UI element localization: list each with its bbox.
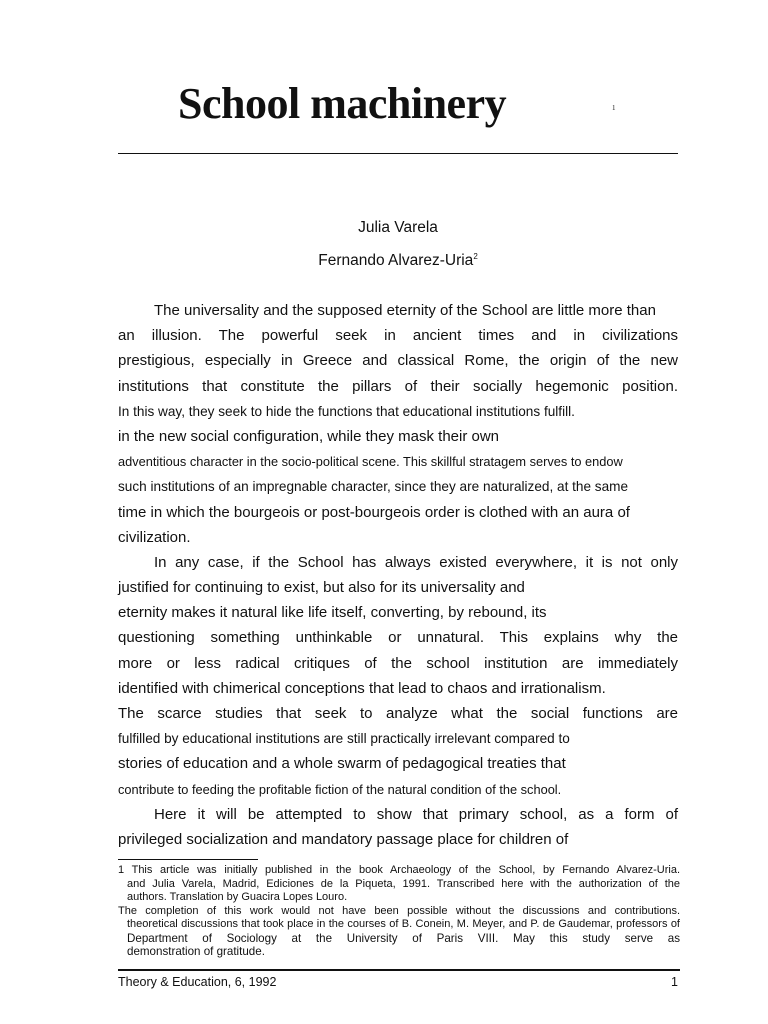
body-line: The universality and the supposed eternity of the School are little more than <box>154 302 656 319</box>
footnote-line: theoretical discussions that took place in the courses of B. Conein, M. Meyer, and P. de Gaudemar, professors of <box>127 918 680 930</box>
body-line: an illusion. The powerful seek in ancient times and in civilizations <box>118 327 678 345</box>
body-line: civilization. <box>118 528 191 546</box>
author-footnote-marker: 2 <box>473 252 478 261</box>
body-line: adventitious character in the socio-political scene. This skillful stratagem serves to endow <box>118 454 623 470</box>
article-body <box>118 298 678 852</box>
footnote-line: The completion of this work would not have been possible without the discussions and contributions. <box>118 904 680 917</box>
body-line: eternity makes it natural like life itself, converting, by rebound, its <box>118 604 547 622</box>
body-line: time in which the bourgeois or post-bourgeois order is clothed with an aura of <box>118 503 630 521</box>
body-line: Here it will be attempted to show that primary school, as a form of <box>154 805 678 823</box>
body-line: The scarce studies that seek to analyze what the social functions are <box>118 705 678 722</box>
footnote-line: Department of Sociology at the University of Paris VIII. May this study serve as <box>127 931 680 945</box>
body-line: stories of education and a whole swarm of pedagogical treaties that <box>118 755 566 773</box>
footnotes <box>118 864 680 959</box>
body-line: fulfilled by educational institutions are still practically irrelevant compared to <box>118 731 570 747</box>
body-line: identified with chimerical conceptions that lead to chaos and irrationalism. <box>118 679 606 697</box>
footnote-line: authors. Translation by Guacira Lopes Louro. <box>127 891 348 903</box>
body-line: prestigious, especially in Greece and classical Rome, the origin of the new <box>118 352 678 370</box>
author-name-text: Fernando Alvarez-Uria <box>318 252 474 270</box>
body-line: In any case, if the School has always existed everywhere, it is not only <box>154 553 678 571</box>
body-line: more or less radical critiques of the school institution are immediately <box>118 654 678 672</box>
page-number: 1 <box>671 975 678 989</box>
page-footer <box>118 974 680 990</box>
body-line: contribute to feeding the profitable fiction of the natural condition of the school. <box>118 781 562 797</box>
authors-block <box>118 213 678 271</box>
title-footnote-marker: 1 <box>612 104 616 112</box>
body-line: such institutions of an impregnable character, since they are naturalized, at the same <box>118 479 629 495</box>
author-name <box>118 242 678 271</box>
footnote-separator <box>118 859 258 860</box>
body-line: institutions that constitute the pillars of their socially hegemonic position. <box>118 377 678 395</box>
journal-citation: Theory & Education, 6, 1992 <box>118 975 277 989</box>
author-name: Julia Varela <box>358 219 438 236</box>
body-line: In this way, they seek to hide the functions that educational institutions fulfill. <box>118 403 575 419</box>
footnote-line: 1 This article was initially published in the book Archaeology of the School, by Fernando Alvarez-Uria. <box>118 864 680 876</box>
footnote-line: demonstration of gratitude. <box>127 945 265 958</box>
footnote-line: and Julia Varela, Madrid, Ediciones de la Piqueta, 1991. Transcribed here with the authorization of the <box>127 877 680 890</box>
body-line: privileged socialization and mandatory passage place for children of <box>118 830 569 848</box>
title-rule <box>118 153 678 154</box>
body-line: justified for continuing to exist, but also for its universality and <box>118 579 525 597</box>
body-line: questioning something unthinkable or unnatural. This explains why the <box>118 629 678 647</box>
body-line: in the new social configuration, while they mask their own <box>118 427 500 445</box>
footer-rule <box>118 969 680 971</box>
article-title: School machinery <box>178 79 507 128</box>
